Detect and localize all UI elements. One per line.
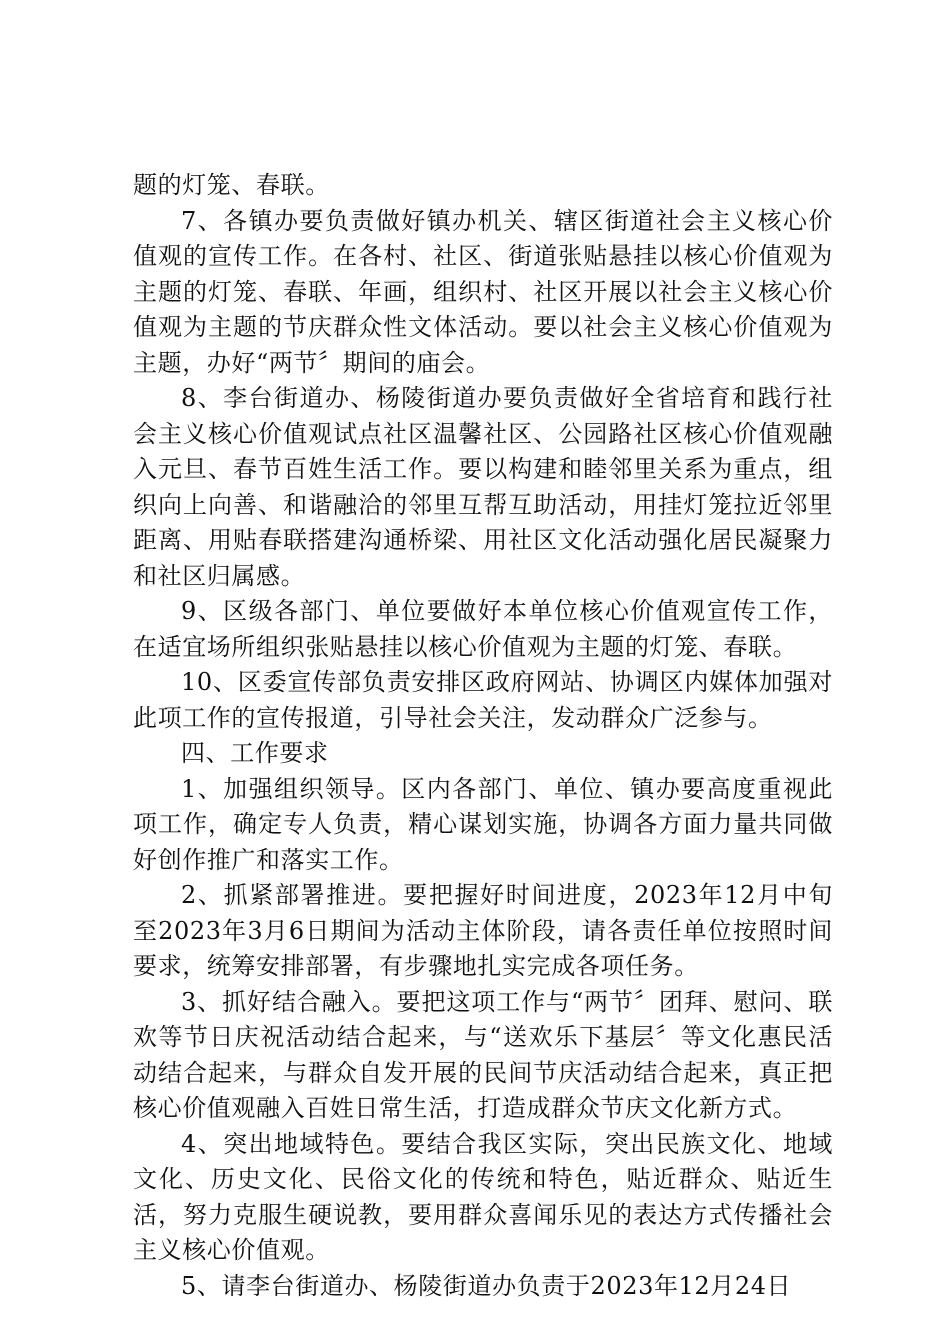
- paragraph-item-8: 8、李台街道办、杨陵街道办要负责做好全省培育和践行社会主义核心价值观试点社区温馨社区、公园路社区核心价值观融入元旦、春节百姓生活工作。要以构建和睦邻里关系为重点，组织向上向善、和谐融洽的邻里互帮互助活动，用挂灯笼拉近邻里距离、用贴春联搭建沟通桥梁、用社区文化活动强化居民凝聚力和社区归属感。: [133, 384, 833, 590]
- requirement-item-1: 1、加强组织领导。区内各部门、单位、镇办要高度重视此项工作，确定专人负责，精心谋划实施，协调各方面力量共同做好创作推广和落实工作。: [133, 774, 833, 874]
- requirement-item-2: 2、抓紧部署推进。要把握好时间进度，2023年12月中旬至2023年3月6日期间为活动主体阶段，请各责任单位按照时间要求，统筹安排部署，有步骤地扎实完成各项任务。: [133, 881, 833, 980]
- paragraph-item-10: 10、区委宣传部负责安排区政府网站、协调区内媒体加强对此项工作的宣传报道，引导社会关注，发动群众广泛参与。: [133, 668, 833, 732]
- paragraph-item-9: 9、区级各部门、单位要做好本单位核心价值观宣传工作，在适宜场所组织张贴悬挂以核心价值观为主题的灯笼、春联。: [133, 597, 833, 661]
- paragraph-continuation: 题的灯笼、春联。: [133, 171, 330, 199]
- document-body: [133, 168, 833, 1304]
- paragraph-item-7: 7、各镇办要负责做好镇办机关、辖区街道社会主义核心价值观的宣传工作。在各村、社区、街道张贴悬挂以核心价值观为主题的灯笼、春联、年画，组织村、社区开展以社会主义核心价值观为主题的节庆群众性文体活动。要以社会主义核心价值观为主题，办好“两节〞期间的庙会。: [133, 206, 833, 377]
- requirement-item-3: 3、抓好结合融入。要把这项工作与“两节〞团拜、慰问、联欢等节日庆祝活动结合起来，与“送欢乐下基层〞等文化惠民活动结合起来，与群众自发开展的民间节庆活动结合起来，真正把核心价值观融入百姓日常生活，打造成群众节庆文化新方式。: [133, 987, 833, 1122]
- requirement-item-4: 4、突出地域特色。要结合我区实际，突出民族文化、地域文化、历史文化、民俗文化的传统和特色，贴近群众、贴近生活，努力克服生硬说教，要用群众喜闻乐见的表达方式传播社会主义核心价值观。: [133, 1129, 833, 1264]
- section-heading-work-requirements: 四、工作要求: [181, 739, 329, 767]
- requirement-item-5: 5、请李台街道办、杨陵街道办负责于2023年12月24日: [181, 1271, 792, 1300]
